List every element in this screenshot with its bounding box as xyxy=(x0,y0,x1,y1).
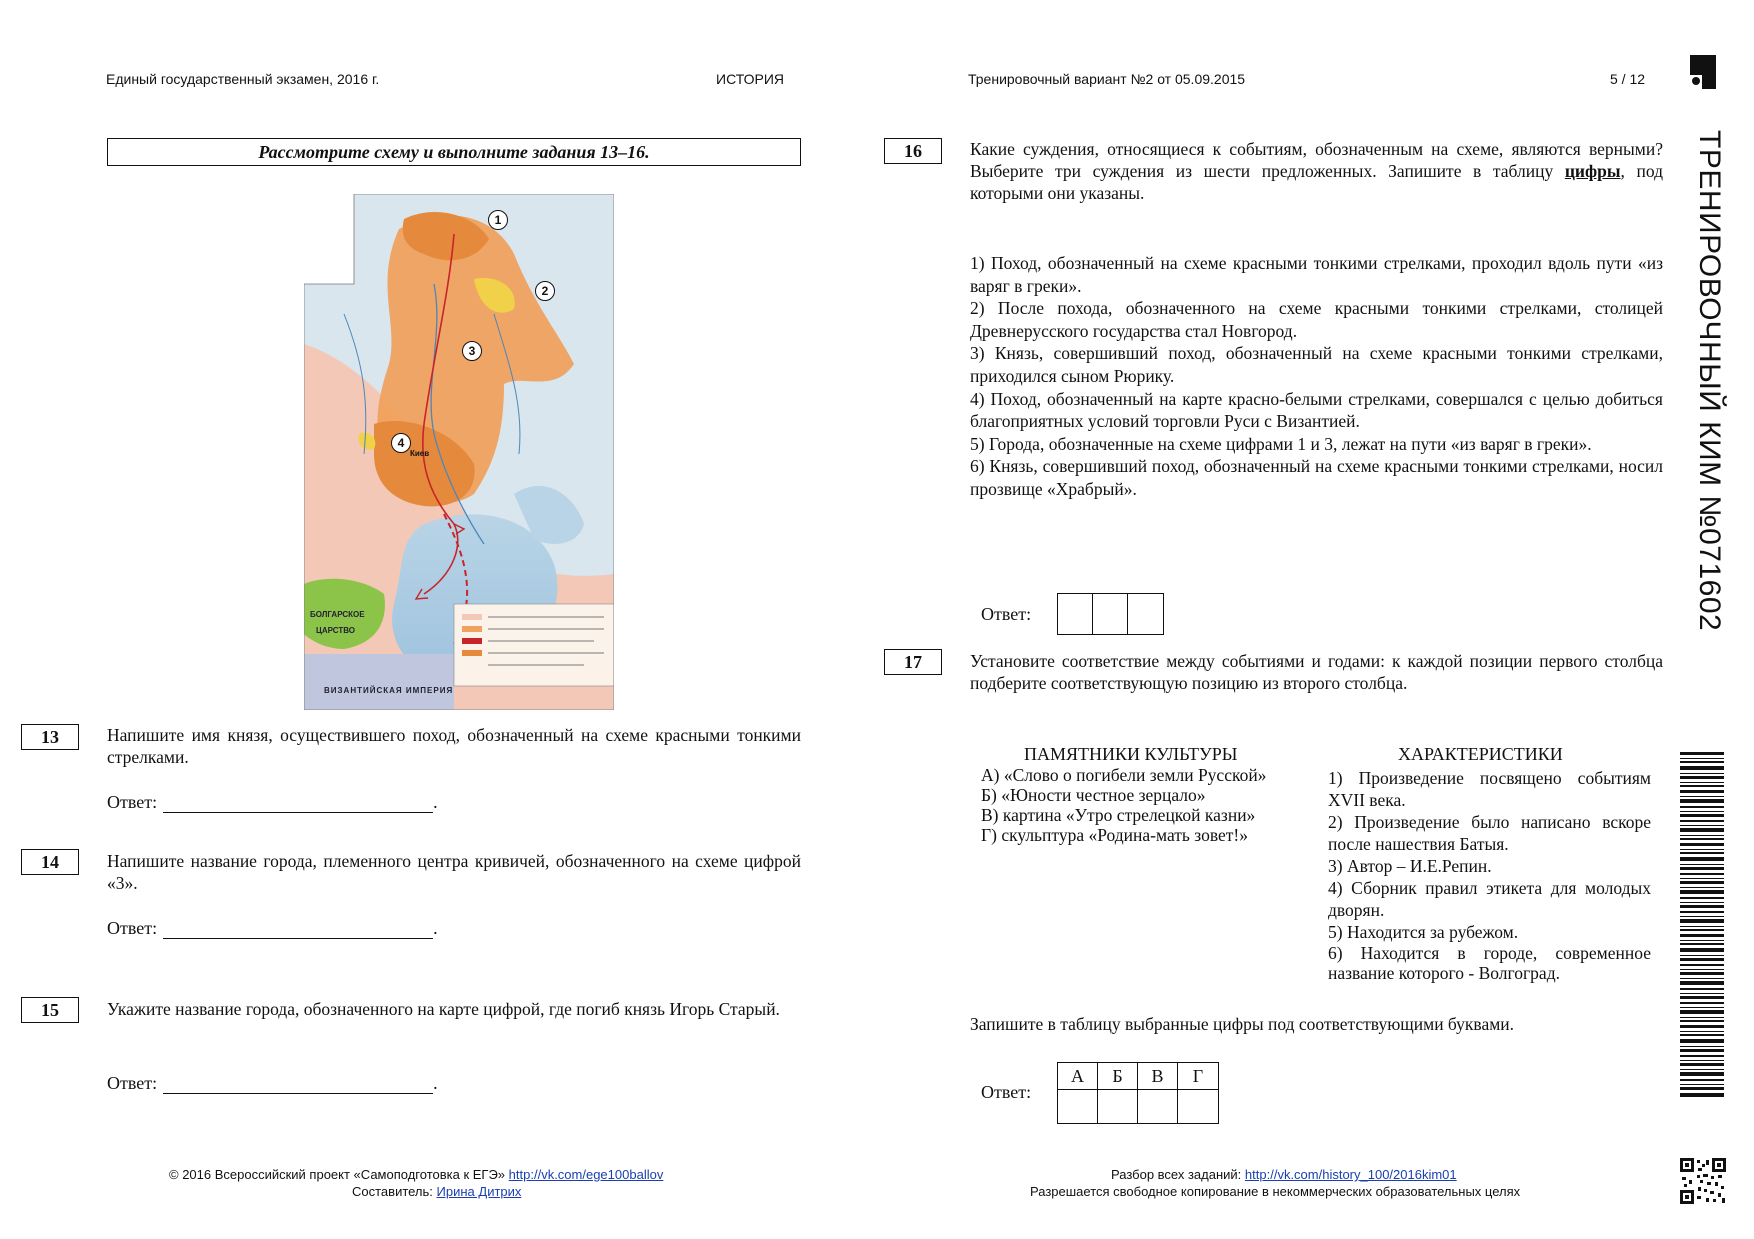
option-5: 5) Города, обозначенные на схеме цифрами 1 и 3, лежат на пути «из варяг в греки». xyxy=(970,433,1592,454)
footer-copyright: © 2016 Всероссийский проект «Самоподготовка к ЕГЭ» http://vk.com/ege100ballov xyxy=(169,1167,664,1182)
footer-author: Составитель: Ирина Дитрих xyxy=(352,1184,522,1199)
map-marker-1: 1 xyxy=(488,210,508,230)
barcode-icon xyxy=(1680,752,1724,1097)
answer-16-cell-1[interactable] xyxy=(1057,593,1093,635)
characteristic-4: 4) Сборник правил этикета для молодых дворян. xyxy=(1328,878,1651,920)
footer-author-link[interactable]: Ирина Дитрих xyxy=(436,1184,522,1199)
logo-icon xyxy=(1690,55,1716,89)
question-number-16: 16 xyxy=(884,138,942,164)
footer-analysis-link[interactable]: http://vk.com/history_100/2016kim01 xyxy=(1244,1167,1457,1182)
answer-15-line[interactable] xyxy=(163,1077,433,1094)
question-number-13: 13 xyxy=(21,724,79,750)
answer-cell-v[interactable] xyxy=(1137,1089,1178,1124)
option-6: 6) Князь, совершивший поход, обозначенный на схеме красными тонкими стрелками, носил прозвище «Храбрый». xyxy=(970,456,1663,499)
column-2-list xyxy=(1328,767,1651,983)
answer-13: Ответ: . xyxy=(107,792,438,812)
answer-cell-g[interactable] xyxy=(1177,1089,1219,1124)
column-2-title: ХАРАКТЕРИСТИКИ xyxy=(1398,744,1563,764)
qr-code-icon xyxy=(1680,1158,1726,1204)
header-exam-title: Единый государственный экзамен, 2016 г. xyxy=(106,71,380,87)
answer-17-label: Ответ: xyxy=(981,1082,1032,1102)
map-label-bulgarian: БОЛГАРСКОЕ xyxy=(310,610,365,619)
column-1-list xyxy=(981,765,1301,845)
table-header-v: В xyxy=(1137,1062,1178,1090)
answer-label: Ответ: xyxy=(107,918,158,938)
question-number-17: 17 xyxy=(884,649,942,675)
map-marker-4: 4 xyxy=(391,433,411,453)
answer-16-cell-3[interactable] xyxy=(1127,593,1164,635)
table-header-a: А xyxy=(1057,1062,1098,1090)
header-page-number: 5 / 12 xyxy=(1610,71,1646,87)
write-instruction: Запишите в таблицу выбранные цифры под соответствующими буквами. xyxy=(970,1014,1515,1034)
monument-g: Г) скульптура «Родина-мать зовет!» xyxy=(981,825,1248,845)
column-1-title: ПАМЯТНИКИ КУЛЬТУРЫ xyxy=(1024,744,1238,764)
question-16-emphasis: цифры xyxy=(1564,161,1621,181)
footer-copy-note: Разрешается свободное копирование в некоммерческих образовательных целях xyxy=(1030,1184,1521,1199)
question-17-text: Установите соответствие между событиями и годами: к каждой позиции первого столбца подберите соответствующую позицию из второго столбца. xyxy=(970,651,1663,693)
characteristic-1: 1) Произведение посвящено событиям XVII века. xyxy=(1328,768,1651,810)
header-subject: ИСТОРИЯ xyxy=(716,71,785,87)
option-2: 2) После похода, обозначенного на схеме красными тонкими стрелками, столицей Древнерусского государства стал Новгород. xyxy=(970,298,1663,341)
option-4: 4) Поход, обозначенный на карте красно-белыми стрелками, совершался с целью добиться благоприятных условий торговли Руси с Византией. xyxy=(970,388,1663,432)
monument-v: В) картина «Утро стрелецкой казни» xyxy=(981,805,1256,825)
map-city-label: Киев xyxy=(410,449,430,458)
map-marker-3: 3 xyxy=(462,341,482,361)
table-header-g: Г xyxy=(1177,1062,1219,1090)
question-13-text: Напишите имя князя, осуществившего поход, обозначенный на схеме красными тонкими стрелками. xyxy=(107,725,801,767)
question-number-14: 14 xyxy=(21,849,79,875)
side-title-vertical: ТРЕНИРОВОЧНЫЙ КИМ №071602 xyxy=(1693,130,1726,632)
question-15-text: Укажите название города, обозначенного на карте цифрой, где погиб князь Игорь Старый. xyxy=(107,999,780,1019)
answer-14: Ответ: . xyxy=(107,918,438,938)
question-number-15: 15 xyxy=(21,997,79,1023)
characteristic-5: 5) Находится за рубежом. xyxy=(1328,922,1519,942)
footer-analysis: Разбор всех заданий: http://vk.com/history_100/2016kim01 xyxy=(1111,1167,1457,1182)
question-14-text: Напишите название города, племенного центра кривичей, обозначенного на схеме цифрой «3». xyxy=(107,851,801,893)
footer-project-link[interactable]: http://vk.com/ege100ballov xyxy=(508,1167,664,1182)
monument-a: А) «Слово о погибели земли Русской» xyxy=(981,765,1267,785)
answer-label: Ответ: xyxy=(107,792,158,812)
characteristic-6: 6) Находится в городе, современное название которого - Волгоград. xyxy=(1328,943,1651,983)
header-variant: Тренировочный вариант №2 от 05.09.2015 xyxy=(968,71,1246,87)
characteristic-3: 3) Автор – И.Е.Репин. xyxy=(1328,856,1492,876)
answer-14-line[interactable] xyxy=(163,922,433,939)
table-header-b: Б xyxy=(1097,1062,1138,1090)
answer-label: Ответ: xyxy=(107,1073,158,1093)
option-3: 3) Князь, совершивший поход, обозначенный на схеме красными тонкими стрелками, приходился сыном Рюрику. xyxy=(970,343,1663,386)
map-marker-2: 2 xyxy=(535,281,555,301)
answer-13-line[interactable] xyxy=(163,796,433,813)
answer-16-cell-2[interactable] xyxy=(1092,593,1128,635)
answer-cell-b[interactable] xyxy=(1097,1089,1138,1124)
option-1: 1) Поход, обозначенный на схеме красными тонкими стрелками, проходил вдоль пути «из варяг в греки». xyxy=(970,253,1663,296)
answer-15: Ответ: . xyxy=(107,1073,438,1093)
instruction-banner: Рассмотрите схему и выполните задания 13–16. xyxy=(107,138,801,166)
historical-map xyxy=(304,194,614,710)
question-16-text: Какие суждения, относящиеся к событиям, обозначенным на схеме, являются верными? Выберите три суждения из шести предложенных. Запишите в таблицу цифры, под которыми они указаны. xyxy=(970,139,1664,203)
characteristic-2: 2) Произведение было написано вскоре после нашествия Батыя. xyxy=(1328,812,1651,854)
map-label-kingdom: ЦАРСТВО xyxy=(316,626,356,635)
question-16-options xyxy=(970,252,1663,501)
answer-16-label: Ответ: xyxy=(981,604,1032,624)
answer-cell-a[interactable] xyxy=(1057,1089,1098,1124)
map-label-byzantine: ВИЗАНТИЙСКАЯ ИМПЕРИЯ xyxy=(324,686,454,695)
monument-b: Б) «Юности честное зерцало» xyxy=(981,785,1206,805)
